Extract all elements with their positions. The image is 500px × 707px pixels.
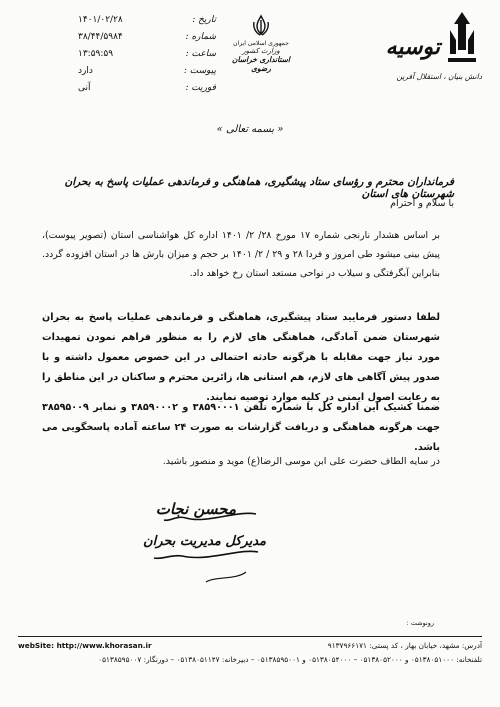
paragraph-instructions: لطفا دستور فرمایید ستاد پیشگیری، هماهنگی و فرماندهی عملیات پاسخ به بحران شهرستان ضمن آمادگی، هماهنگی های لازم را به منظور فراهم نمودن تمهیدات مورد نیاز جهت مقابله با هرگونه حادثه احتمالی در این خصوص معمول داشته و با صدور پیش آگاهی های لازم، هم استانی ها، زائرین محترم و ساکنان در این مناطق را به رعایت اصول ایمنی در کلیه موارد توصیه نمایند. <box>42 312 440 403</box>
emblem-governorate: استانداری خراسان رضوی <box>231 55 291 73</box>
meta-time: ساعت : ۱۳:۵۹:۵۹ <box>78 49 216 59</box>
paragraph-warning: بر اساس هشدار نارنجی شماره ۱۷ مورخ ۲۸/ ۲/ ۱۴۰۱ اداره کل هواشناسی استان (تصویر پیوست)، پیش بینی میشود طی امروز و فردا ۲۸ و ۲۹ / ۲/ ۱۴۰۱ بر حجم و میزان بارش ها در استان افزوده گردد. بنابراین آبگرفتگی و سیلاب در نواحی مستعد استان رخ خواهد داد. <box>42 230 441 279</box>
brand-name: توسیه <box>385 34 440 60</box>
footer-phones: تلفنخانه: ۰۵۱۳۸۰۵۱۰۰۰ و ۰۵۱۳۸۰۵۲۰۰۰ – ۰۵۱۳۸۰۵۴۰۰۰ و ۰۵۱۳۸۵۹۵۰۰۱ – دبیرخانه: ۰۵۱۳۸۰۵۱۱۴۷ – دورنگار: ۰۵۱۳۸۵۹۵۰۰۷ <box>98 655 482 664</box>
cc-label: رونوشت : <box>406 619 434 627</box>
meta-attachment: پیوست : دارد <box>78 66 216 76</box>
letter-footer <box>18 636 482 664</box>
emblem-icon <box>249 14 273 38</box>
letter-meta <box>76 12 216 97</box>
emblem-country: جمهوری اسلامی ایران <box>233 40 289 47</box>
recipient-line: فرمانداران محترم و رؤسای ستاد پیشگیری، هماهنگی و فرماندهی عملیات پاسخ به بحران شهرستان های استان <box>64 176 454 200</box>
footer-address-row <box>18 641 482 650</box>
ministry-emblem <box>226 14 296 73</box>
footer-website: webSite: http://www.khorasan.ir <box>18 641 152 650</box>
brand-mark-icon <box>444 10 480 70</box>
signatory-title: مدیرکل مدیریت بحران <box>143 534 266 549</box>
meta-priority: فوریت : آنی <box>78 83 216 93</box>
paragraph-contact: ضمنا کشیک این اداره کل با شماره تلفن ۳۸۵۹۰۰۰۱ و ۳۸۵۹۰۰۰۲ و نمابر ۳۸۵۹۵۰۰۹ جهت هرگونه هماهنگی و دریافت گزارشات به صورت ۲۴ ساعته آماده پاسخگویی می باشد. <box>42 402 440 453</box>
emblem-ministry: وزارت کشور <box>242 47 280 55</box>
meta-number: شماره : ۳۸/۴۴/۵۹۸۴ <box>78 32 216 42</box>
greeting: با سلام و احترام <box>390 198 454 209</box>
signature-block <box>143 490 266 600</box>
paragraph-closing: در سایه الطاف حضرت علی ابن موسی الرضا(ع) موید و منصور باشید. <box>162 456 440 467</box>
brand-logo <box>336 10 486 90</box>
invocation: « بسمه تعالی » <box>216 124 284 135</box>
meta-date: تاریخ : ۱۴۰۱/۰۲/۲۸ <box>78 15 216 25</box>
signatory-name: محسن نجات <box>155 500 236 518</box>
footer-address: آدرس: مشهد، خیابان بهار ، کد پستی: ۹۱۳۷۹۶۶۱۷۱ <box>327 641 482 650</box>
brand-subtitle: دانش بنیان ، استقلال آفرین <box>396 72 482 81</box>
